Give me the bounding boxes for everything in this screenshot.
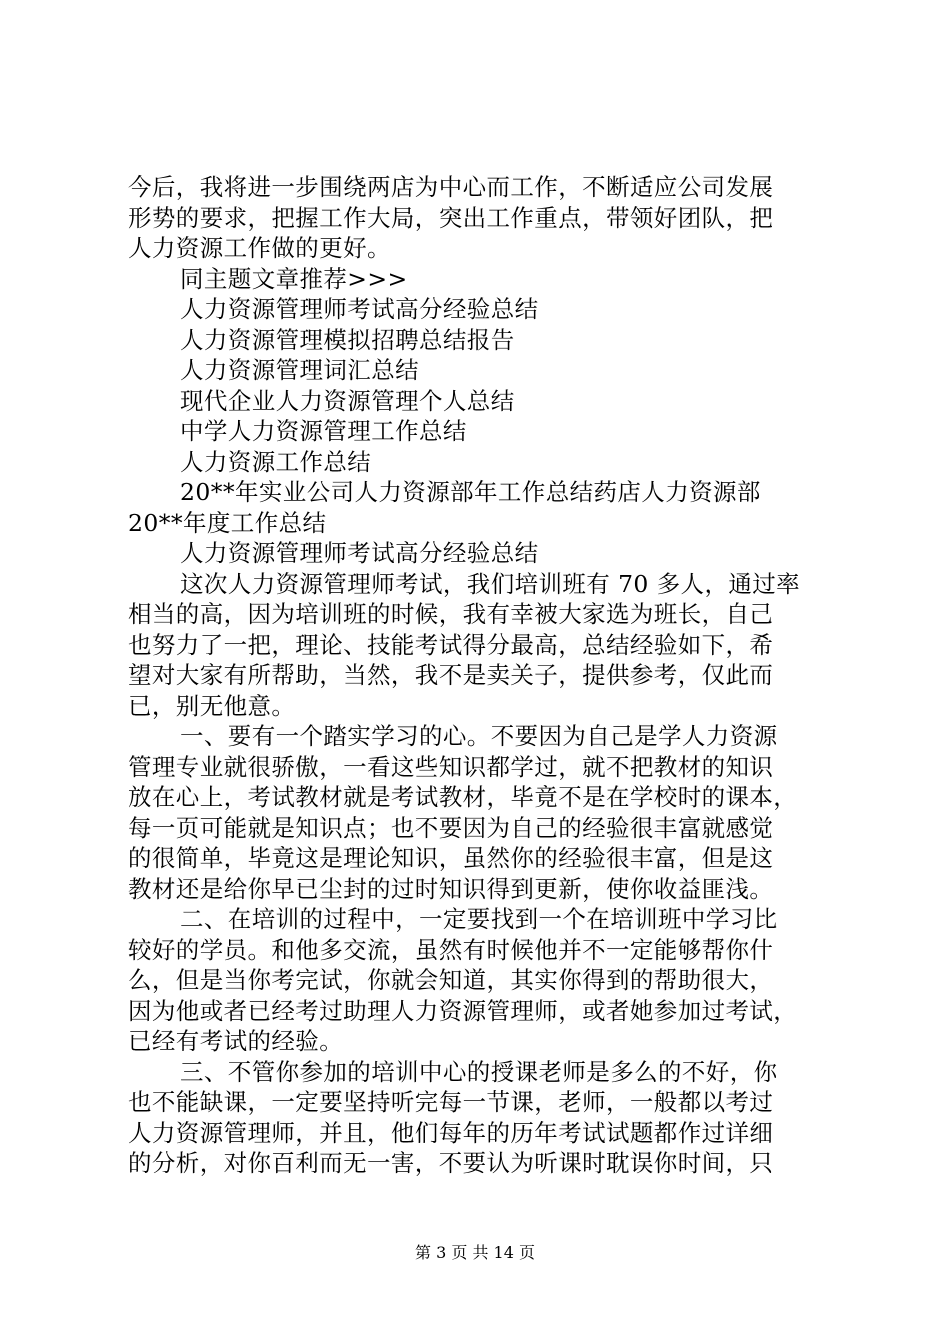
text-line: 人力资源管理师，并且，他们每年的历年考试试题都作过详细: [128, 1118, 774, 1147]
text-line: 么，但是当你考完试，你就会知道，其实你得到的帮助很大，: [128, 966, 774, 994]
text-line: 的分析，对你百利而无一害，不要认为听课时耽误你时间，只: [128, 1149, 774, 1177]
text-line: 放在心上，考试教材就是考试教材，毕竟不是在学校时的课本，: [128, 783, 798, 811]
text-line: 20**年实业公司人力资源部年工作总结药店人力资源部: [180, 478, 761, 506]
text-line: 现代企业人力资源管理个人总结: [180, 386, 515, 415]
text-line: 人力资源管理词汇总结: [180, 356, 419, 384]
text-line: 形势的要求，把握工作大局，突出工作重点，带领好团队，把: [128, 203, 774, 232]
text-line: 也不能缺课，一定要坚持听完每一节课，老师，一般都以考过: [128, 1088, 774, 1116]
page-footer: 第 3 页 共 14 页: [415, 1243, 535, 1262]
text-line: 望对大家有所帮助，当然，我不是卖关子，提供参考，仅此而: [128, 661, 774, 689]
text-line: 因为他或者已经考过助理人力资源管理师，或者她参加过考试，: [128, 996, 798, 1025]
text-line: 每一页可能就是知识点；也不要因为自己的经验很丰富就感觉: [128, 813, 774, 842]
text-line: 管理专业就很骄傲，一看这些知识都学过，就不把教材的知识: [128, 752, 774, 781]
document-body: [128, 172, 834, 1179]
text-line: 20**年度工作总结: [128, 508, 327, 537]
text-line: 人力资源工作总结: [180, 447, 372, 476]
text-line: 三、不管你参加的培训中心的授课老师是多么的不好，你: [180, 1057, 778, 1086]
text-line: 人力资源管理师考试高分经验总结: [180, 539, 539, 567]
text-line: 人力资源工作做的更好。: [128, 234, 391, 262]
text-line: 人力资源管理师考试高分经验总结: [180, 295, 539, 323]
text-line: 也努力了一把，理论、技能考试得分最高，总结经验如下，希: [128, 630, 774, 659]
text-line: 教材还是给你早已尘封的过时知识得到更新，使你收益匪浅。: [128, 874, 774, 903]
text-line: 已，别无他意。: [128, 691, 296, 720]
text-line: 相当的高，因为培训班的时候，我有幸被大家选为班长，自己: [128, 600, 774, 628]
text-line: 较好的学员。和他多交流，虽然有时候他并不一定能够帮你什: [128, 935, 774, 964]
text-line: 人力资源管理模拟招聘总结报告: [180, 325, 515, 354]
text-line: 一、要有一个踏实学习的心。不要因为自己是学人力资源: [180, 722, 778, 750]
text-line: 二、在培训的过程中，一定要找到一个在培训班中学习比: [180, 905, 778, 933]
text-line: 今后，我将进一步围绕两店为中心而工作，不断适应公司发展: [128, 173, 774, 201]
text-line: 已经有考试的经验。: [128, 1027, 344, 1055]
text-line: 这次人力资源管理师考试，我们培训班有 70 多人，通过率: [180, 569, 801, 598]
text-line: 中学人力资源管理工作总结: [180, 417, 467, 445]
text-line: 的很简单，毕竟这是理论知识，虽然你的经验很丰富，但是这: [128, 844, 774, 872]
text-line: 同主题文章推荐>>>: [180, 264, 408, 293]
